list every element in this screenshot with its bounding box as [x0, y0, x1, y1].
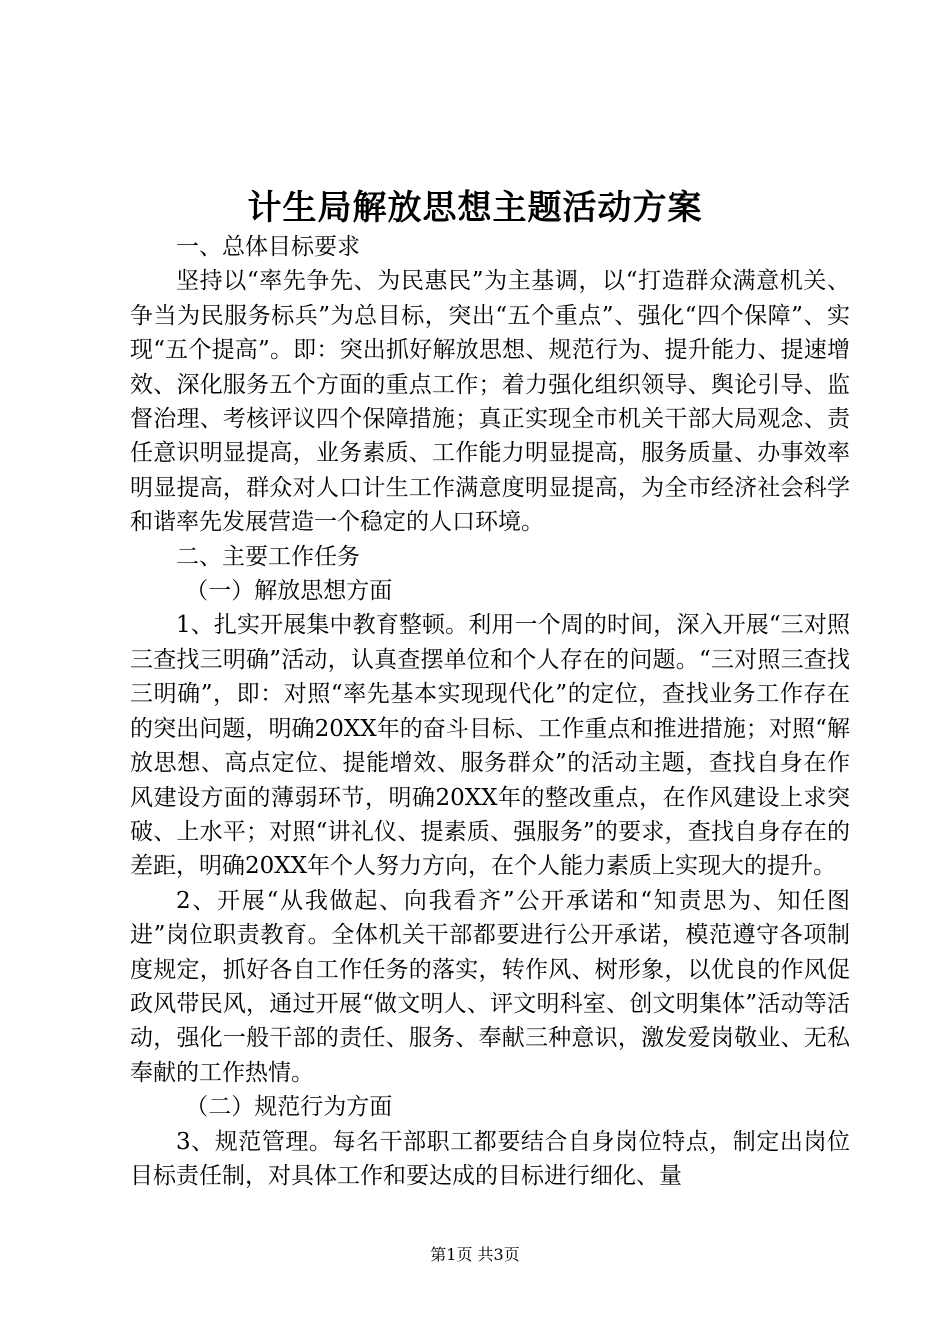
section-heading: 二、主要工作任务 — [176, 543, 360, 570]
body-paragraph: 3、规范管理。每名干部职工都要结合自身岗位特点，制定出岗位目标责任制，对具体工作和要达成的目标进行细化、量 — [130, 1128, 850, 1189]
subsection-heading: （一）解放思想方面 — [185, 578, 393, 605]
subsection-heading: （二）规范行为方面 — [185, 1094, 393, 1121]
section-heading: 一、总体目标要求 — [176, 234, 360, 260]
body-paragraph: 坚持以“率先争先、为民惠民”为主基调，以“打造群众满意机关、争当为民服务标兵”为总目标，突出“五个重点”、强化“四个保障”、实现“五个提高”。即：突出抓好解放思想、规范行为、提升能力、提速增效、深化服务五个方面的重点工作；着力强化组织领导、舆论引导、监督治理、考核评议四个保障措施；真正实现全市机关干部大局观念、责任意识明显提高，业务素质、工作能力明显提高，服务质量、办事效率明显提高，群众对人口计生工作满意度明显提高，为全市经济社会科学和谐率先发展营造一个稳定的人口环境。 — [130, 268, 850, 536]
body-paragraph: 1、扎实开展集中教育整顿。利用一个周的时间，深入开展“三对照三查找三明确”活动，认真查摆单位和个人存在的问题。“三对照三查找三明确”，即：对照“率先基本实现现代化”的定位，查找业务工作存在的突出问题，明确20XX年的奋斗目标、工作重点和推进措施；对照“解放思想、高点定位、提能增效、服务群众”的活动主题，查找自身在作风建设方面的薄弱环节，明确20XX年的整改重点，在作风建设上求突破、上水平；对照“讲礼仪、提素质、强服务”的要求，查找自身存在的差距，明确20XX年个人努力方向，在个人能力素质上实现大的提升。 — [130, 612, 850, 880]
page-number-footer: 第1页 共3页 — [430, 1245, 520, 1264]
body-paragraph: 2、开展“从我做起、向我看齐”公开承诺和“知责思为、知任图进”岗位职责教育。全体机关干部都要进行公开承诺，模范遵守各项制度规定，抓好各自工作任务的落实，转作风、树形象，以优良的作风促政风带民风，通过开展“做文明人、评文明科室、创文明集体”活动等活动，强化一般干部的责任、服务、奉献三种意识，激发爱岗敬业、无私奉献的工作热情。 — [130, 887, 850, 1086]
document-title: 计生局解放思想主题活动方案 — [247, 188, 703, 228]
document-body — [130, 230, 850, 1193]
